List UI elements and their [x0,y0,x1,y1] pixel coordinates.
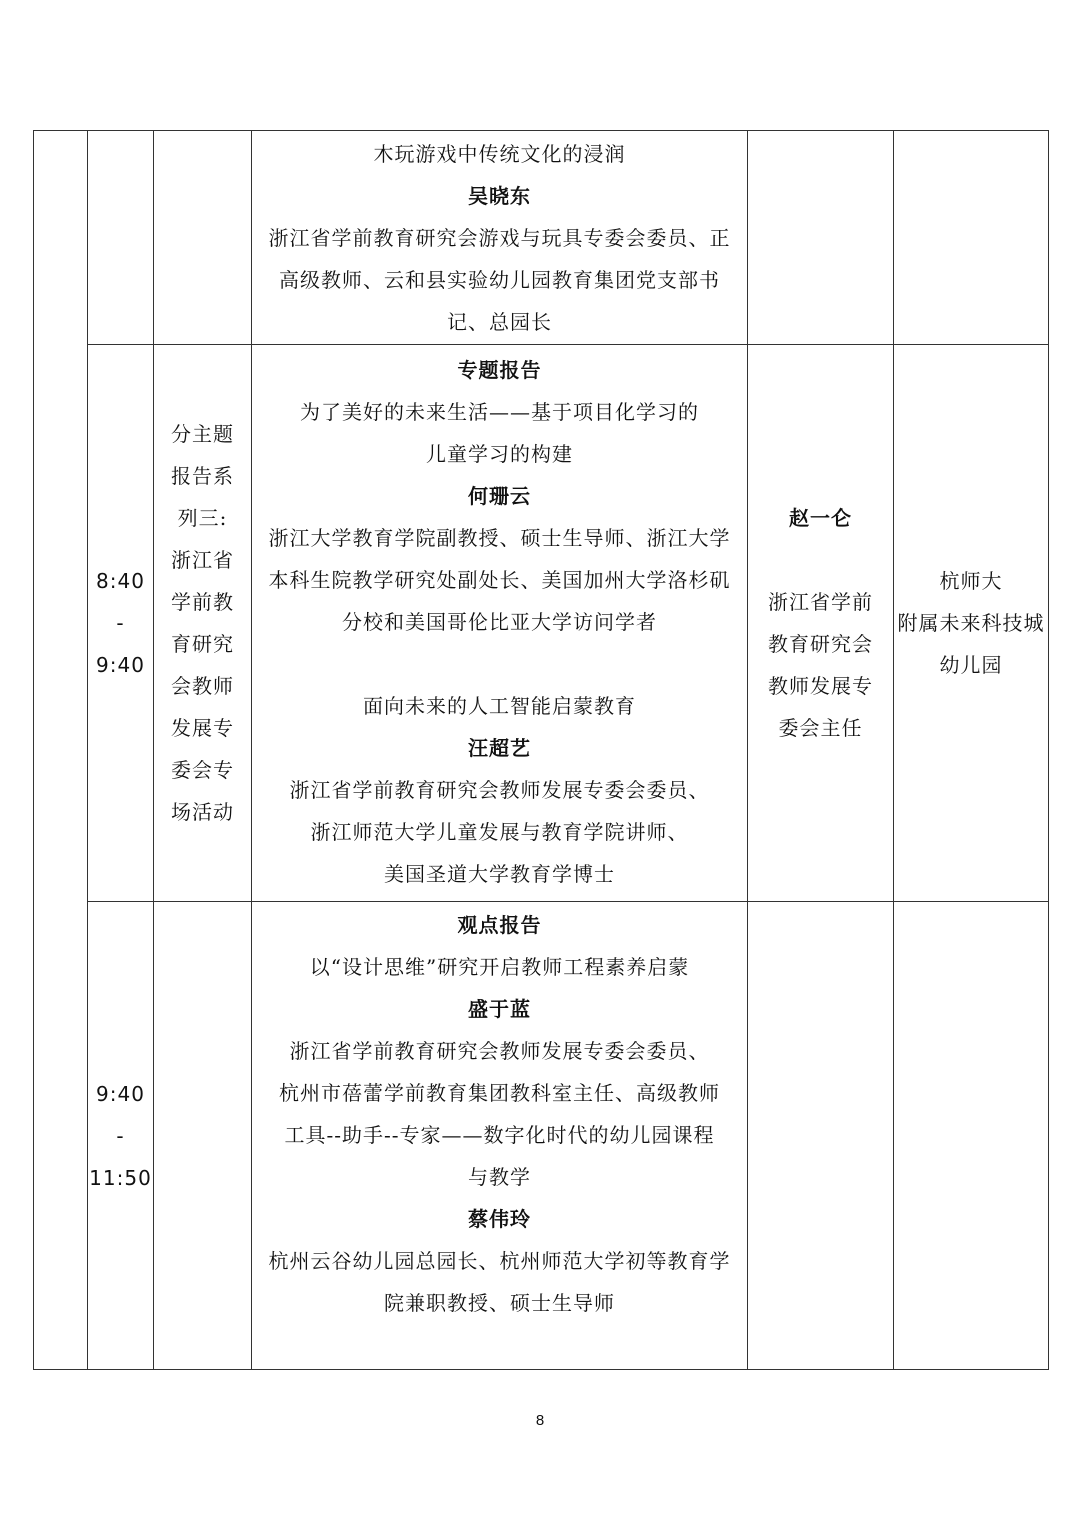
talk-title: 儿童学习的构建 [426,442,573,466]
session-line: 委会专 [171,758,234,782]
time-end: 11:50 [89,1165,152,1190]
speaker-name: 何珊云 [468,484,531,508]
speaker-name: 蔡伟玲 [468,1207,531,1231]
talk-title: 与教学 [468,1165,531,1189]
host-title: 教育研究会 [768,632,873,656]
venue-cell [894,345,1049,902]
spacer [252,643,747,685]
venue-line: 附属未来科技城 [897,611,1045,635]
host-title: 委会主任 [778,716,863,740]
session-cell [154,345,252,902]
session-line: 场活动 [171,800,234,824]
table-row [34,345,1049,902]
speaker-bio: 杭州云谷幼儿园总园长、杭州师范大学初等教育学 [268,1249,731,1273]
time-cell [88,902,154,1370]
content-cell [252,131,748,345]
speaker-bio: 浙江大学教育学院副教授、硕士生导师、浙江大学 [268,526,731,550]
session-cell [154,131,252,345]
host-name: 赵一仑 [789,506,852,530]
time-start: 8:40 [96,569,145,593]
schedule-table [33,130,1049,1370]
speaker-name: 吴晓东 [468,184,531,208]
venue-cell [894,131,1049,345]
page-number: 8 [535,1412,545,1429]
talk-title: 工具--助手--专家——数字化时代的幼儿园课程 [284,1123,715,1147]
speaker-bio: 浙江师范大学儿童发展与教育学院讲师、 [310,820,689,844]
day-cell [34,131,88,1370]
speaker-bio: 杭州市蓓蕾学前教育集团教科室主任、高级教师 [279,1081,720,1105]
host-cell [748,902,894,1370]
speaker-bio: 分校和美国哥伦比亚大学访问学者 [342,610,657,634]
talk-title: 以“设计思维”研究开启教师工程素养启蒙 [309,955,690,979]
section-heading: 专题报告 [457,358,542,382]
talk-title: 面向未来的人工智能启蒙教育 [363,694,636,718]
session-line: 报告系 [171,464,234,488]
spacer [748,539,893,581]
speaker-bio: 浙江省学前教育研究会教师发展专委会委员、 [289,778,710,802]
speaker-name: 汪超艺 [468,736,531,760]
time-cell [88,345,154,902]
session-cell [154,902,252,1370]
speaker-bio: 院兼职教授、硕士生导师 [384,1291,615,1315]
time-end: 9:40 [96,653,145,677]
time-cell [88,131,154,345]
session-line: 分主题 [171,422,234,446]
speaker-bio: 美国圣道大学教育学博士 [384,862,615,886]
speaker-bio: 记、总园长 [447,310,552,334]
session-line: 列三: [177,506,228,530]
session-line: 会教师 [171,674,234,698]
venue-line: 杭师大 [939,569,1003,593]
host-title: 教师发展专 [768,674,873,698]
host-title: 浙江省学前 [768,590,873,614]
table-row [34,902,1049,1370]
host-cell [748,345,894,902]
session-line: 育研究 [171,632,234,656]
session-line: 浙江省 [171,548,234,572]
session-line: 发展专 [171,716,234,740]
talk-title: 木玩游戏中传统文化的浸润 [373,142,626,166]
section-heading: 观点报告 [457,913,542,937]
host-cell [748,131,894,345]
talk-title: 为了美好的未来生活——基于项目化学习的 [300,400,699,424]
content-cell [252,902,748,1370]
speaker-name: 盛于蓝 [468,997,531,1021]
speaker-bio: 浙江省学前教育研究会教师发展专委会委员、 [289,1039,710,1063]
speaker-bio: 本科生院教学研究处副处长、美国加州大学洛杉矶 [268,568,731,592]
speaker-bio: 浙江省学前教育研究会游戏与玩具专委会委员、正 [268,226,731,250]
table-row [34,131,1049,345]
content-cell [252,345,748,902]
time-sep: - [116,1123,125,1148]
time-start: 9:40 [96,1081,145,1106]
speaker-bio: 高级教师、云和县实验幼儿园教育集团党支部书 [279,268,720,292]
venue-line: 幼儿园 [939,653,1003,677]
venue-cell [894,902,1049,1370]
time-sep: - [116,611,125,635]
session-line: 学前教 [171,590,234,614]
